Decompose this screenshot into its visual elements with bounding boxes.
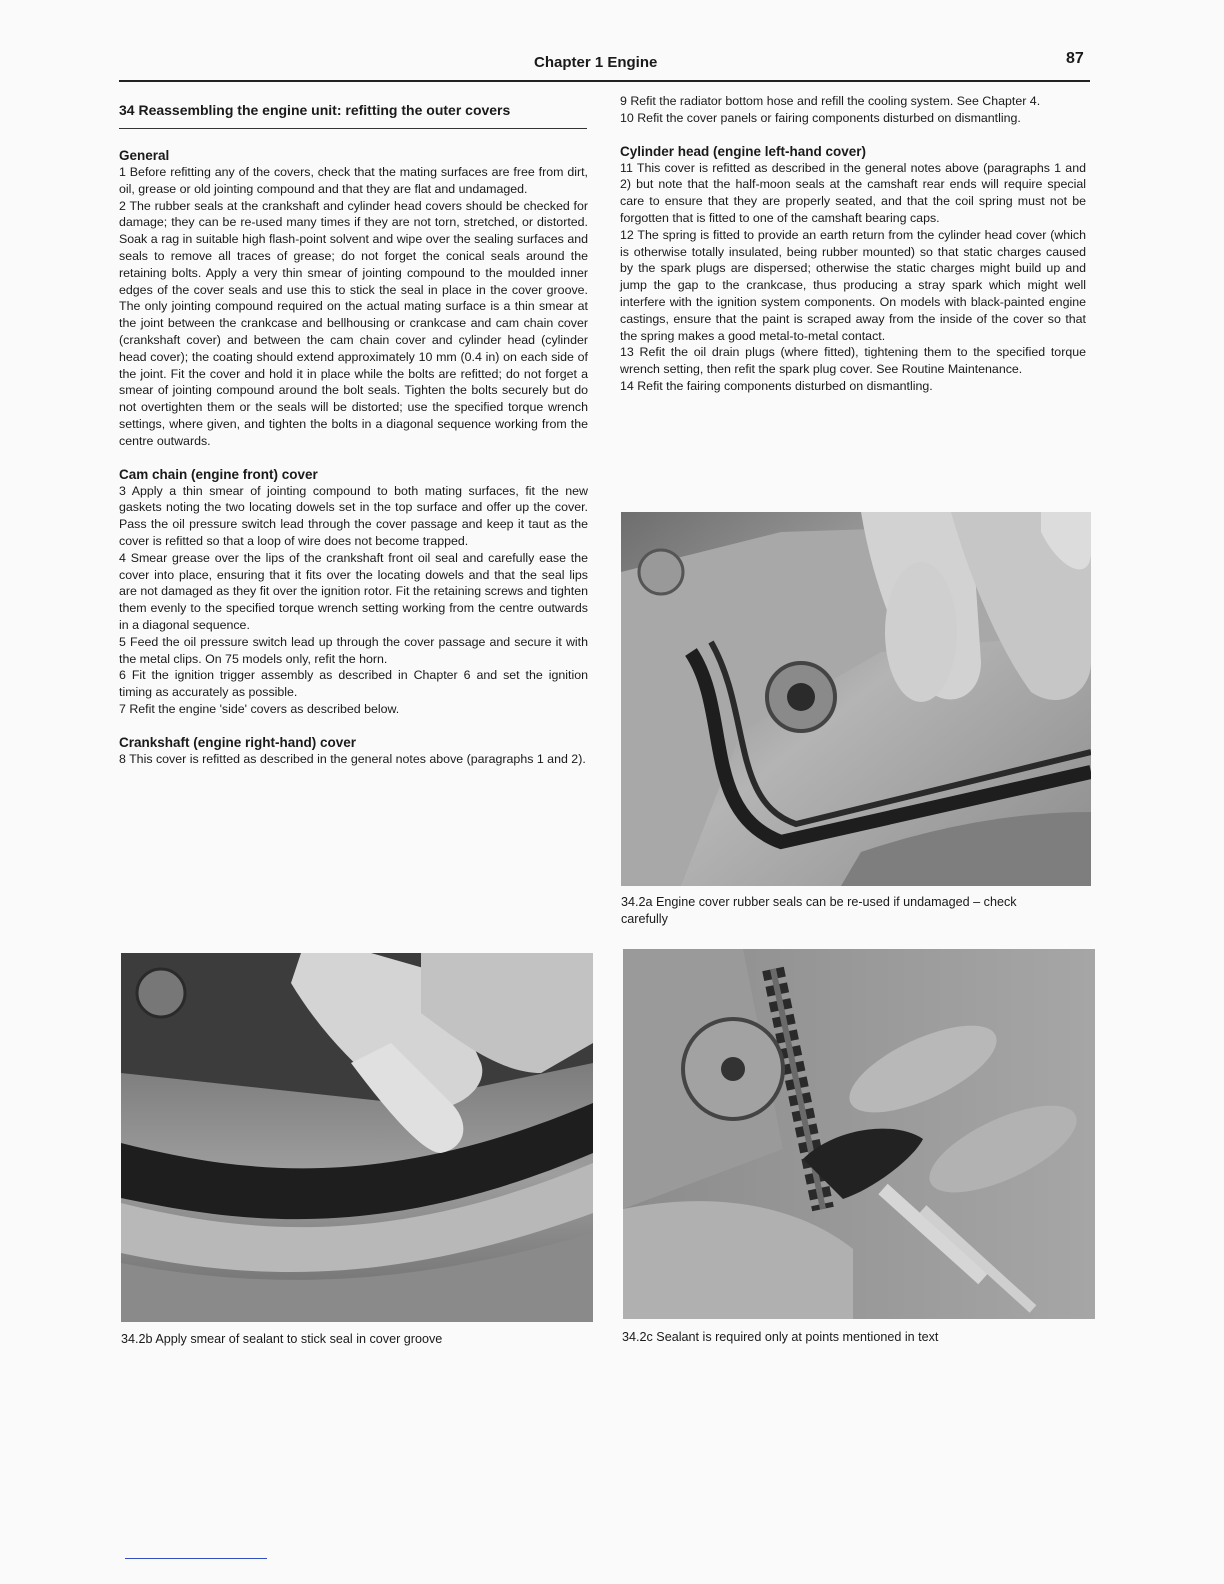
- figure-caption-34-2b: 34.2b Apply smear of sealant to stick seal in cover groove: [121, 1332, 443, 1346]
- paragraph: 9 Refit the radiator bottom hose and refill the cooling system. See Chapter 4.: [620, 94, 1041, 108]
- subsection-heading: Cam chain (engine front) cover: [119, 466, 318, 482]
- subsection-heading: General: [119, 148, 170, 163]
- section-divider: [119, 128, 587, 129]
- paragraph-spacer: [620, 127, 1086, 143]
- left-text-column: [119, 147, 588, 768]
- paragraph: 5 Feed the oil pressure switch lead up through the cover passage and secure it with the metal clips. On 75 models only, refit the horn.: [119, 634, 588, 666]
- photo-engine-cover-seal: [621, 512, 1091, 886]
- paragraph-spacer: [119, 450, 588, 466]
- paragraph-spacer: [119, 718, 588, 734]
- header-divider: [119, 80, 1090, 82]
- right-text-column: [620, 93, 1086, 395]
- paragraph: 13 Refit the oil drain plugs (where fitted), tightening them to the specified torque wrench setting, then refit the spark plug cover. See Routine Maintenance.: [620, 345, 1086, 377]
- paragraph: 4 Smear grease over the lips of the crankshaft front oil seal and carefully ease the cover into place, ensuring that it fits over the locating dowels and that the seal lips are not damaged as they fit over the ignition rotor. Fit the retaining screws and tighten them evenly to the specified torque wrench setting working from the centre outwards in a diagonal sequence.: [119, 550, 588, 632]
- paragraph: 10 Refit the cover panels or fairing components disturbed on dismantling.: [620, 110, 1021, 125]
- photo-seal-sealant-groove: [121, 953, 593, 1322]
- paragraph: 3 Apply a thin smear of jointing compound to both mating surfaces, fit the new gaskets noting the two locating dowels set in the top surface and offer up the cover. Pass the oil pressure switch lead through the cover passage and keep it taut as the cover is refitted so that a loop of wire does not become trapped.: [119, 483, 588, 548]
- page-header-title: Chapter 1 Engine: [534, 54, 658, 71]
- paragraph: 1 Before refitting any of the covers, check that the mating surfaces are free from dirt, oil, grease or old jointing compound and that they are flat and undamaged.: [119, 165, 588, 196]
- page-number: 87: [1066, 50, 1084, 67]
- paragraph: 14 Refit the fairing components disturbed on dismantling.: [620, 378, 933, 393]
- section-title: 34 Reassembling the engine unit: refitting the outer covers: [119, 102, 511, 118]
- figure-caption-34-2c: 34.2c Sealant is required only at points mentioned in text: [622, 1330, 939, 1344]
- paragraph: 12 The spring is fitted to provide an earth return from the cylinder head cover (which is otherwise totally insulated, being rubber mounted) so that static charges caused by the spark plugs are dispersed; otherwise the static charges might build up and jump the gap to the crankcase, thus producing a stray spark which might well interfere with the ignition system components. On models with black-painted engine castings, ensure that the paint is scraped away from the inside of the cover so that the spring makes a good metal-to-metal contact.: [620, 227, 1086, 343]
- footer-link-underline: [125, 1558, 267, 1559]
- subsection-heading: Cylinder head (engine left-hand cover): [620, 143, 867, 159]
- paragraph: 11 This cover is refitted as described in the general notes above (paragraphs 1 and 2) but note that the half-moon seals at the camshaft rear ends will require special care to ensure that they are properly seated, and that the coil spring must not be forgotten that is fitted to one of the camshaft bearing caps.: [620, 160, 1086, 225]
- figure-caption-34-2a: 34.2a Engine cover rubber seals can be re-used if undamaged – check carefully: [621, 895, 1017, 926]
- subsection-heading: Crankshaft (engine right-hand) cover: [119, 734, 357, 750]
- paragraph: 7 Refit the engine 'side' covers as described below.: [119, 701, 400, 716]
- photo-cam-chain-sealant-points: [623, 949, 1095, 1319]
- paragraph: 2 The rubber seals at the crankshaft and cylinder head covers should be checked for damage; they can be re-used many times if they are not torn, stretched, or distorted. Soak a rag in suitable high flash-point solvent and wipe over the sealing surfaces and seals to remove all traces of grease; do not forget the conical seals around the retaining bolts. Apply a very thin smear of jointing compound to the moulded inner edges of the cover seals and use this to stick the seal in place in the cover groove. The only jointing compound required on the actual mating surface is a thin smear at the joint between the crankcase and bellhousing or crankcase and cam chain cover (crankshaft cover) and between the cam chain cover and cylinder head (cylinder head cover); the coating should extend approximately 10 mm (0.4 in) on each side of the joint. Fit the cover and hold it in place while the bolts are refitted; do not forget a smear of jointing compound around the bolt seals. Tighten the bolts securely but do not overtighten them or the seals will be distorted; use the specified torque wrench settings, where given, and tighten the bolts in a diagonal sequence working from the centre outwards.: [119, 198, 588, 448]
- paragraph: 8 This cover is refitted as described in the general notes above (paragraphs 1 and 2).: [119, 751, 586, 766]
- paragraph: 6 Fit the ignition trigger assembly as described in Chapter 6 and set the ignition timing as accurately as possible.: [119, 668, 588, 700]
